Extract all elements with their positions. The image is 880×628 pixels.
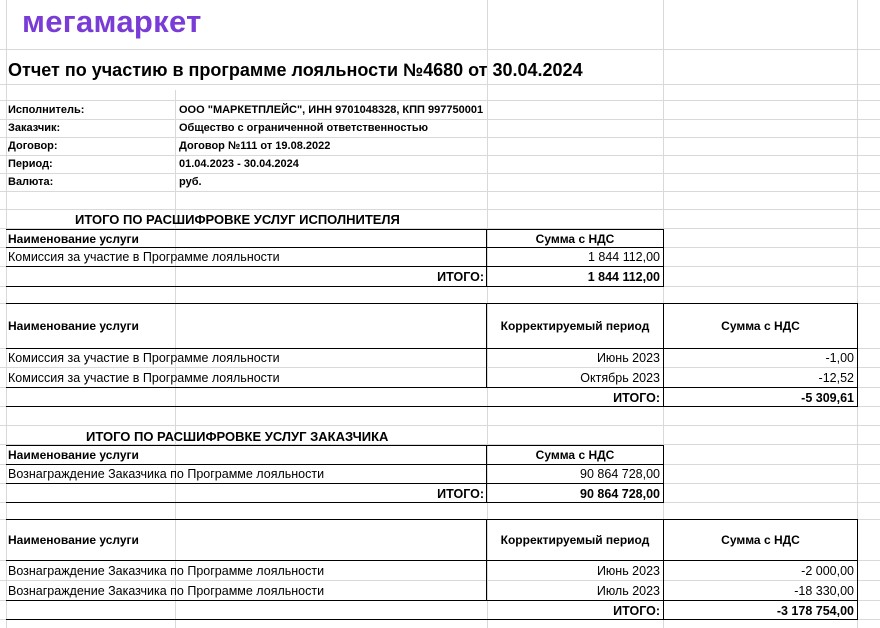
corr2-row-sum: -2 000,00 xyxy=(801,564,854,578)
corr2-border xyxy=(6,560,858,561)
info-label-customer: Заказчик: xyxy=(8,122,61,134)
corr1-row-service: Комиссия за участие в Программе лояльности xyxy=(8,371,280,385)
table2-total: 90 864 728,00 xyxy=(580,487,660,501)
table2-border xyxy=(6,483,664,484)
corr2-border xyxy=(6,519,858,520)
table1-border xyxy=(663,229,664,286)
corr2-row-service: Вознаграждение Заказчика по Программе лояльности xyxy=(8,584,325,598)
corr1-row-sum: -12,52 xyxy=(818,371,854,385)
table1-total-label: ИТОГО: xyxy=(437,270,484,284)
corr1-border xyxy=(6,348,858,349)
corr1-row-service: Комиссия за участие в Программе лояльности xyxy=(8,351,280,365)
table1-border xyxy=(6,286,664,287)
table1-col-sum: Сумма с НДС xyxy=(535,232,615,246)
table2-row-service: Вознаграждение Заказчика по Программе лояльности xyxy=(8,467,325,481)
corr2-total: -3 178 754,00 xyxy=(776,604,854,618)
corr2-border xyxy=(857,519,858,619)
corr1-row-sum: -1,00 xyxy=(825,351,854,365)
corr1-total-label: ИТОГО: xyxy=(613,391,660,405)
corr1-border xyxy=(6,303,858,304)
table1-row-service: Комиссия за участие в Программе лояльности xyxy=(8,250,280,264)
table1-col-service: Наименование услуги xyxy=(8,232,139,246)
table2-border xyxy=(6,502,664,503)
table2-total-label: ИТОГО: xyxy=(437,487,484,501)
table2-border xyxy=(6,445,664,446)
table2-border xyxy=(6,464,664,465)
corr1-row-period: Октябрь 2023 xyxy=(580,371,660,385)
corr2-border xyxy=(6,600,858,601)
info-label-currency: Валюта: xyxy=(8,176,54,188)
corr2-col-service: Наименование услуги xyxy=(8,533,139,547)
info-value-period: 01.04.2023 - 30.04.2024 xyxy=(179,158,299,170)
table2-col-service: Наименование услуги xyxy=(8,448,139,462)
corr2-col-sum: Сумма с НДС xyxy=(721,533,800,547)
corr1-border xyxy=(6,406,858,407)
section-contractor-title: ИТОГО ПО РАСШИФРОВКЕ УСЛУГ ИСПОЛНИТЕЛЯ xyxy=(75,212,400,227)
corr2-border xyxy=(6,619,858,620)
table1-total: 1 844 112,00 xyxy=(587,270,660,284)
corr1-border xyxy=(857,303,858,406)
report-title: Отчет по участию в программе лояльности №4680 от 30.04.2024 xyxy=(8,60,583,80)
table2-col-sum: Сумма с НДС xyxy=(535,448,615,462)
info-label-contractor: Исполнитель: xyxy=(8,104,85,116)
corr2-row-period: Июль 2023 xyxy=(596,584,660,598)
corr1-border xyxy=(6,387,858,388)
megamarket-logo: мегамаркет xyxy=(22,4,202,39)
corr2-row-service: Вознаграждение Заказчика по Программе лояльности xyxy=(8,564,325,578)
info-value-contract: Договор №111 от 19.08.2022 xyxy=(179,140,331,152)
table1-border xyxy=(6,266,664,267)
corr1-col-period: Корректируемый период xyxy=(500,319,650,333)
info-value-currency: руб. xyxy=(179,176,202,188)
corr2-row-sum: -18 330,00 xyxy=(794,584,854,598)
info-label-period: Период: xyxy=(8,158,53,170)
corr1-col-service: Наименование услуги xyxy=(8,319,139,333)
table1-row-sum: 1 844 112,00 xyxy=(587,250,660,264)
table1-border xyxy=(6,229,664,230)
corr2-row-period: Июнь 2023 xyxy=(596,564,660,578)
table1-border xyxy=(6,247,664,248)
section-customer-title: ИТОГО ПО РАСШИФРОВКЕ УСЛУГ ЗАКАЗЧИКА xyxy=(86,429,389,444)
corr2-col-period: Корректируемый период xyxy=(500,533,650,547)
corr1-col-sum: Сумма с НДС xyxy=(721,319,800,333)
corr1-row-period: Июнь 2023 xyxy=(596,351,660,365)
corr2-total-label: ИТОГО: xyxy=(613,604,660,618)
info-label-contract: Договор: xyxy=(8,140,58,152)
table2-border xyxy=(663,445,664,502)
info-value-contractor: ООО "МАРКЕТПЛЕЙС", ИНН 9701048328, КПП 997750001 xyxy=(179,104,484,116)
info-value-customer: Общество с ограниченной ответственностью xyxy=(179,122,428,134)
table2-row-sum: 90 864 728,00 xyxy=(580,467,660,481)
corr1-total: -5 309,61 xyxy=(801,391,854,405)
